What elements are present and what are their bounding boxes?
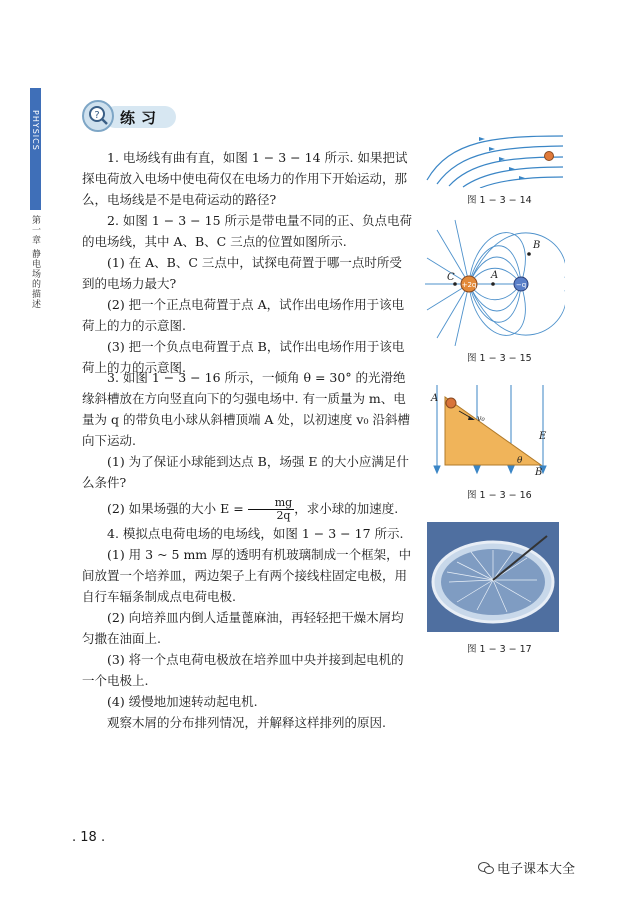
problem-1-block <box>82 147 412 210</box>
point-b-label: B <box>535 467 543 477</box>
point-a-label: A <box>491 270 499 281</box>
initial-velocity-label: v₀ <box>477 414 485 423</box>
wechat-icon <box>478 860 494 879</box>
problem-2: 2. 如图 1 − 3 − 15 所示是带电量不同的正、负点电荷的电场线，其中 A、B、C 三点的位置如图所示. <box>82 213 412 249</box>
figure-1-3-17-caption: 图 1 − 3 − 17 <box>467 644 532 655</box>
figure-1-3-15-caption: 图 1 − 3 − 15 <box>467 353 532 364</box>
problem-1: 1. 电场线有曲有直，如图 1 − 3 − 14 所示. 如果把试探电荷放入电场中使电荷仅在电场力的作用下开始运动，那么，电场线是不是电荷运动的路径? <box>82 150 408 207</box>
figure-1-3-14 <box>425 130 565 192</box>
problem-3-block <box>82 367 412 522</box>
problem-4-block <box>82 523 412 733</box>
problem-2-part-3: (3) 把一个负点电荷置于点 B，试作出电场作用于该电荷上的力的示意图. <box>82 339 405 375</box>
figure-1-3-15 <box>425 218 565 350</box>
problem-2-block <box>82 210 412 378</box>
problem-2-part-2: (2) 把一个正点电荷置于点 A，试作出电场作用于该电荷上的力的示意图. <box>82 297 405 333</box>
negative-charge-label: −q <box>515 281 527 289</box>
positive-charge-label: +2q <box>461 281 477 289</box>
angle-theta-label: θ <box>517 456 523 466</box>
figure-1-3-16 <box>425 385 565 481</box>
page-number: . 18 . <box>72 830 106 845</box>
problem-3-part-1: (1) 为了保证小球能到达点 B，场强 E 的大小应满足什么条件? <box>82 454 409 490</box>
brand-label: PHYSICS <box>31 110 40 151</box>
problem-3: 3. 如图 1 − 3 − 16 所示，一倾角 θ = 30° 的光滑绝缘斜槽放在方向竖直向下的匀强电场中. 有一质量为 m、电量为 q 的带负电小球从斜槽顶端 A 处，以初速度 v₀ 沿斜槽向下运动. <box>82 370 410 448</box>
figure-1-3-16-caption: 图 1 − 3 − 16 <box>467 490 532 501</box>
field-e-label: E <box>539 431 547 442</box>
problem-4-part-2: (2) 向培养皿内倒人适量蓖麻油，再轻轻把干燥木屑均匀撒在油面上. <box>82 610 404 646</box>
problem-4-part-3: (3) 将一个点电荷电极放在培养皿中央并接到起电机的一个电极上. <box>82 652 404 688</box>
point-c-label: C <box>447 272 455 283</box>
problem-4-part-4: (4) 缓慢地加速转动起电机. <box>107 694 258 709</box>
magnifier-question-icon <box>82 100 114 132</box>
fraction-mg-2q: $\frac{mg}{2q}$ <box>248 497 294 522</box>
watermark-text: 电子课本大全 <box>497 862 576 877</box>
point-a-label: A <box>431 393 439 404</box>
problem-3-part-2: (2) 如果场强的大小 E = $\frac{mg}{2q}$ ，求小球的加速度. <box>107 496 399 522</box>
point-b-label: B <box>533 240 541 251</box>
problem-4-conclusion: 观察木屑的分布排列情况，并解释这样排列的原因. <box>107 715 386 730</box>
figure-1-3-17 <box>427 522 559 636</box>
exercise-title: 练习 <box>120 109 163 127</box>
problem-2-part-1: (1) 在 A、B、C 三点中，试探电荷置于哪一点时所受到的电场力最大? <box>82 255 402 291</box>
problem-4: 4. 模拟点电荷电场的电场线，如图 1 − 3 − 17 所示. <box>107 526 404 541</box>
exercise-heading <box>82 100 177 132</box>
figure-1-3-14-caption: 图 1 − 3 − 14 <box>467 195 532 206</box>
svg-text:?: ? <box>94 110 100 121</box>
chapter-label: 第一章 静电场的描述 <box>30 215 40 309</box>
problem-4-part-1: (1) 用 3 ~ 5 mm 厚的透明有机玻璃制成一个框架，中间放置一个培养皿，两边架子上有两个接线柱固定电极，用自行车辐条制成点电荷电极. <box>82 547 412 604</box>
